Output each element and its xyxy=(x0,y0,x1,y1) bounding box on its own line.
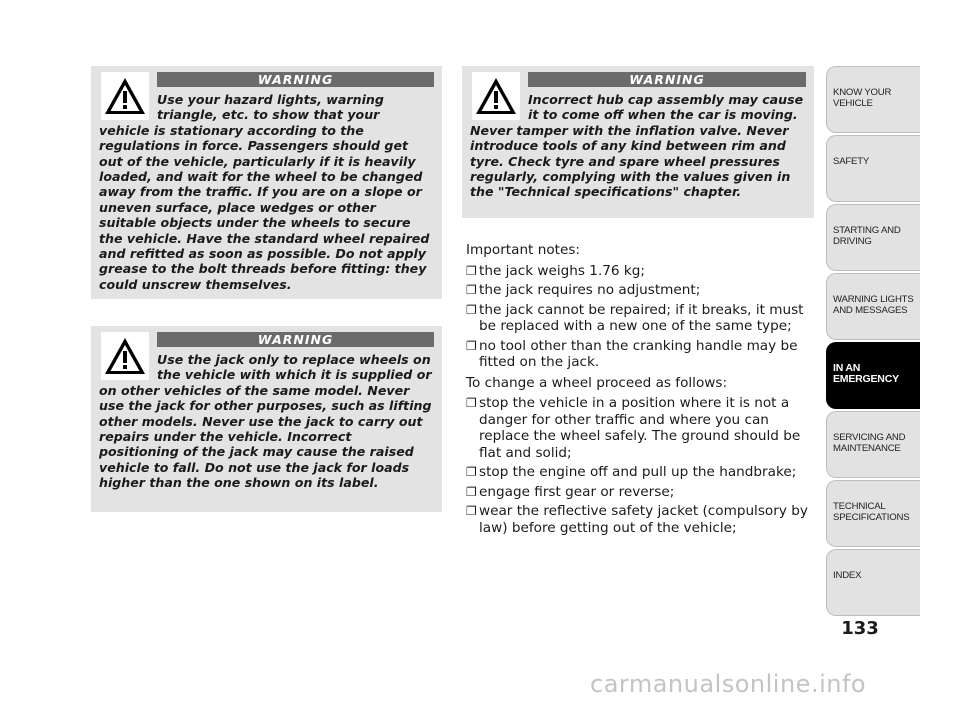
warning-triangle-icon xyxy=(101,332,149,380)
body-column xyxy=(466,242,814,540)
tab-servicing-and-maintenance[interactable]: SERVICING AND MAINTENANCE xyxy=(826,411,920,478)
warning-box-hub-cap xyxy=(462,66,814,218)
tab-know-your-vehicle[interactable]: KNOW YOUR VEHICLE xyxy=(826,66,920,133)
warning-text: Incorrect hub cap assembly may cause it to come off when the car is moving. Never tamper with the inflation valve. Never introduce tools of any kind between rim and tyre. Check tyre and spare wheel pressures regularly, complying with the values given in the "Technical specifications" chapter. xyxy=(470,92,804,200)
checkbox-bullet-icon: ❐ xyxy=(466,302,477,317)
checkbox-bullet-icon: ❐ xyxy=(466,283,477,297)
warning-box-jack xyxy=(91,326,442,512)
warning-header: WARNING xyxy=(157,72,434,87)
tab-index[interactable]: INDEX xyxy=(826,549,920,616)
list-item: ❐ no tool other than the cranking handle may be fitted on the jack. xyxy=(466,337,798,370)
warning-text: Use the jack only to replace wheels on the vehicle with which it is supplied or on other vehicles of the same model. Never use the jack for other purposes, such as lifting other models. Never use the jack to carry out repairs under the vehicle. Incorrect positioning of the jack may cause the raised vehicle to fall. Do not use the jack for loads higher than the one shown on its label. xyxy=(99,352,432,491)
warning-header: WARNING xyxy=(528,72,806,87)
tab-technical-specifications[interactable]: TECHNICAL SPECIFICATIONS xyxy=(826,480,920,547)
procedure-list xyxy=(466,395,814,536)
chapter-tabs xyxy=(826,66,920,618)
watermark: carmanualsonline.info xyxy=(590,670,867,698)
list-item: ❐ the jack cannot be repaired; if it breaks, it must be replaced with a new one of the same type; xyxy=(466,301,804,334)
checkbox-bullet-icon: ❐ xyxy=(466,263,477,278)
list-item: ❐ the jack weighs 1.76 kg; xyxy=(466,262,645,279)
checkbox-bullet-icon: ❐ xyxy=(466,504,477,518)
tab-in-an-emergency[interactable]: IN AN EMERGENCY xyxy=(826,342,920,409)
list-item: ❐ wear the reflective safety jacket (compulsory by law) before getting out of the vehicle; xyxy=(466,503,808,536)
list-item: ❐ engage first gear or reverse; xyxy=(466,483,675,500)
list-item: ❐ stop the engine off and pull up the handbrake; xyxy=(466,464,797,480)
tab-safety[interactable]: SAFETY xyxy=(826,135,920,202)
warning-triangle-icon xyxy=(101,72,149,120)
tab-starting-and-driving[interactable]: STARTING AND DRIVING xyxy=(826,204,920,271)
tab-warning-lights[interactable]: WARNING LIGHTS AND MESSAGES xyxy=(826,273,920,340)
checkbox-bullet-icon: ❐ xyxy=(466,465,477,479)
warning-text: Use your hazard lights, warning triangle, etc. to show that your vehicle is stationary according to the regulations in force. Passengers should get out of the vehicle, particularly if it is heavily loaded, and wait for the wheel to be changed away from the traffic. If you are on a slope or uneven surface, place wedges or other suitable objects under the wheels to secure the vehicle. Have the standard wheel repaired and refitted as soon as possible. Do not apply grease to the bolt threads before fitting: they could unscrew themselves. xyxy=(99,92,430,292)
procedure-heading: To change a wheel proceed as follows: xyxy=(466,374,728,391)
notes-heading: Important notes: xyxy=(466,242,581,258)
warning-box-hazard xyxy=(91,66,442,299)
checkbox-bullet-icon: ❐ xyxy=(466,484,477,499)
notes-list xyxy=(466,263,814,371)
list-item: ❐ stop the vehicle in a position where it is not a danger for other traffic and where you can replace the wheel safely. The ground should be flat and solid; xyxy=(466,395,801,461)
list-item: ❐ the jack requires no adjustment; xyxy=(466,282,701,298)
page-number: 133 xyxy=(841,618,879,639)
warning-header: WARNING xyxy=(157,332,434,347)
checkbox-bullet-icon: ❐ xyxy=(466,396,477,410)
warning-triangle-icon xyxy=(472,72,520,120)
checkbox-bullet-icon: ❐ xyxy=(466,338,477,353)
